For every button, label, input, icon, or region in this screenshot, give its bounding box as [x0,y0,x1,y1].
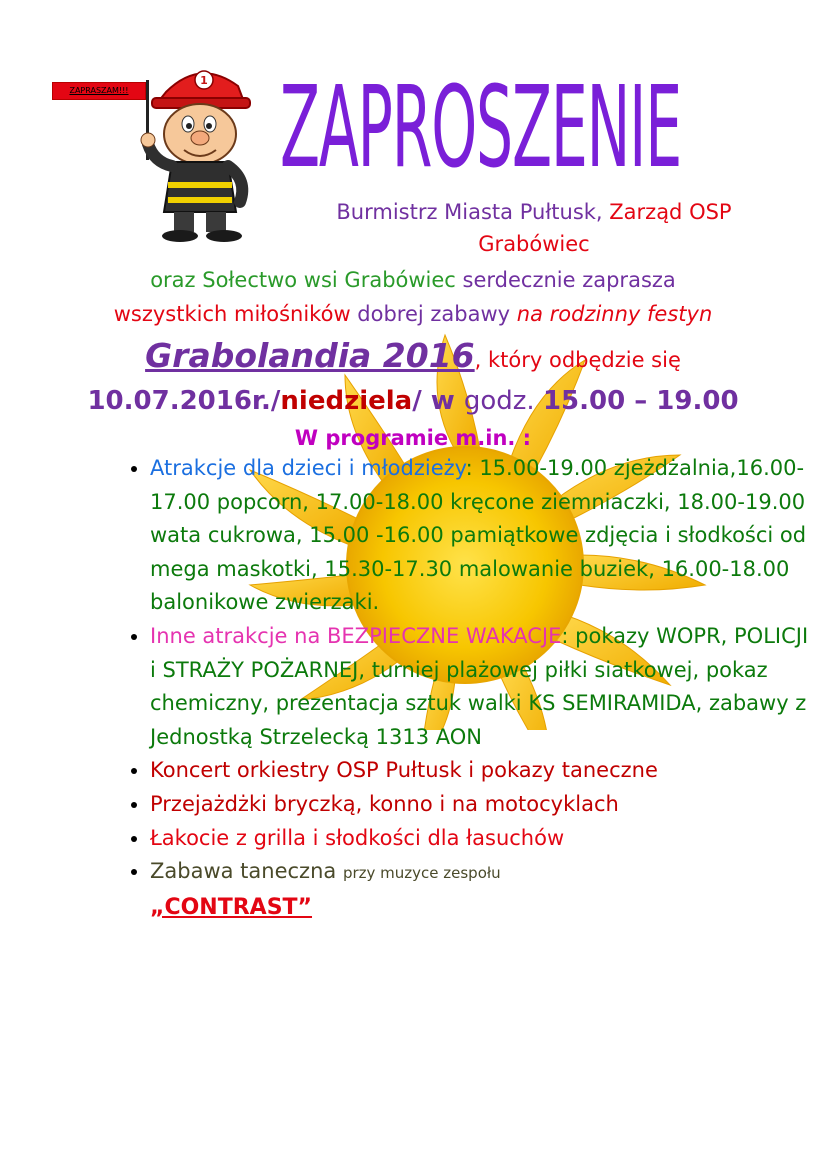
event-date: 10.07.2016r./ [87,386,281,416]
helmet-number: 1 [200,74,208,87]
program-item-2-label: Inne atrakcje na BEZPIECZNE WAKACJE [150,623,562,648]
program-item-6-b: przy muzyce zespołu [342,864,501,883]
program-item-4: Przejażdżki bryczką, konno i na motocyklach [150,791,619,816]
festyn-text: na rodzinny festyn [516,302,713,326]
invite-text: serdecznie zaprasza [462,268,676,292]
program-item-1-label: Atrakcje dla dzieci i młodzieży [150,456,466,480]
page-title: ZAPROSZENIE [280,63,681,193]
intro-line-5 [0,336,826,375]
list-item [150,452,820,620]
fun-text: dobrej zabawy [357,302,517,326]
organizer-mayor: Burmistrz Miasta Pułtusk, [336,200,610,224]
program-heading: W programie m.in. : [294,426,532,450]
list-item [150,754,820,788]
intro-line-4 [0,302,826,326]
organizer-place: Grabówiec [478,232,590,256]
band-name: „CONTRAST” [150,894,313,920]
fans-text: wszystkich miłośników [113,302,358,326]
program-item-2-text: : pokazy WOPR, POLICJI i STRAŻY POŻARNEJ, turniej plażowej piłki siatkowej, pokaz chemiczny, prezentacja sztuk walki KS SEMIRAMIDA, zabawy z Jednostką Strzelecką 1313 AON [150,623,809,749]
flag-text: ZAPRASZAM!!! [69,86,129,95]
program-item-3: Koncert orkiestry OSP Pułtusk i pokazy taneczne [150,758,658,783]
event-hours: 15.00 – 19.00 [542,386,739,416]
event-day: niedziela [280,386,413,416]
organizer-village: oraz Sołectwo wsi Grabówiec [150,268,463,292]
intro-line-3 [0,268,826,292]
list-item [150,620,820,754]
list-item [150,822,820,856]
program-item-6-a: Zabawa taneczna [150,859,343,884]
event-date-line [0,386,826,416]
program-item-5: Łakocie z grilla i słodkości dla łasuchów [150,825,565,850]
program-list [100,452,820,924]
program-item-1-text: : 15.00-19.00 zjeżdżalnia,16.00-17.00 popcorn, 17.00-18.00 kręcone ziemniaczki, 18.00-19.00 wata cukrowa, 15.00 -16.00 pamiątkowe zdjęcia i słodkości od mega maskotki, 15.30-17.30 malowanie buziek, 16.00-18.00 balonikowe zwierzaki. [150,456,807,615]
list-item [150,788,820,822]
intro-line-1 [284,200,784,224]
event-name: Grabolandia 2016 [145,336,475,375]
list-item [150,855,820,924]
firefighter-mascot-icon [128,62,268,242]
godz-label: godz. [463,386,543,416]
slash-w: / w [412,386,464,416]
organizer-osp: Zarząd OSP [609,200,732,224]
which-text: , który odbędzie się [474,348,681,372]
intro-line-2 [284,232,784,256]
